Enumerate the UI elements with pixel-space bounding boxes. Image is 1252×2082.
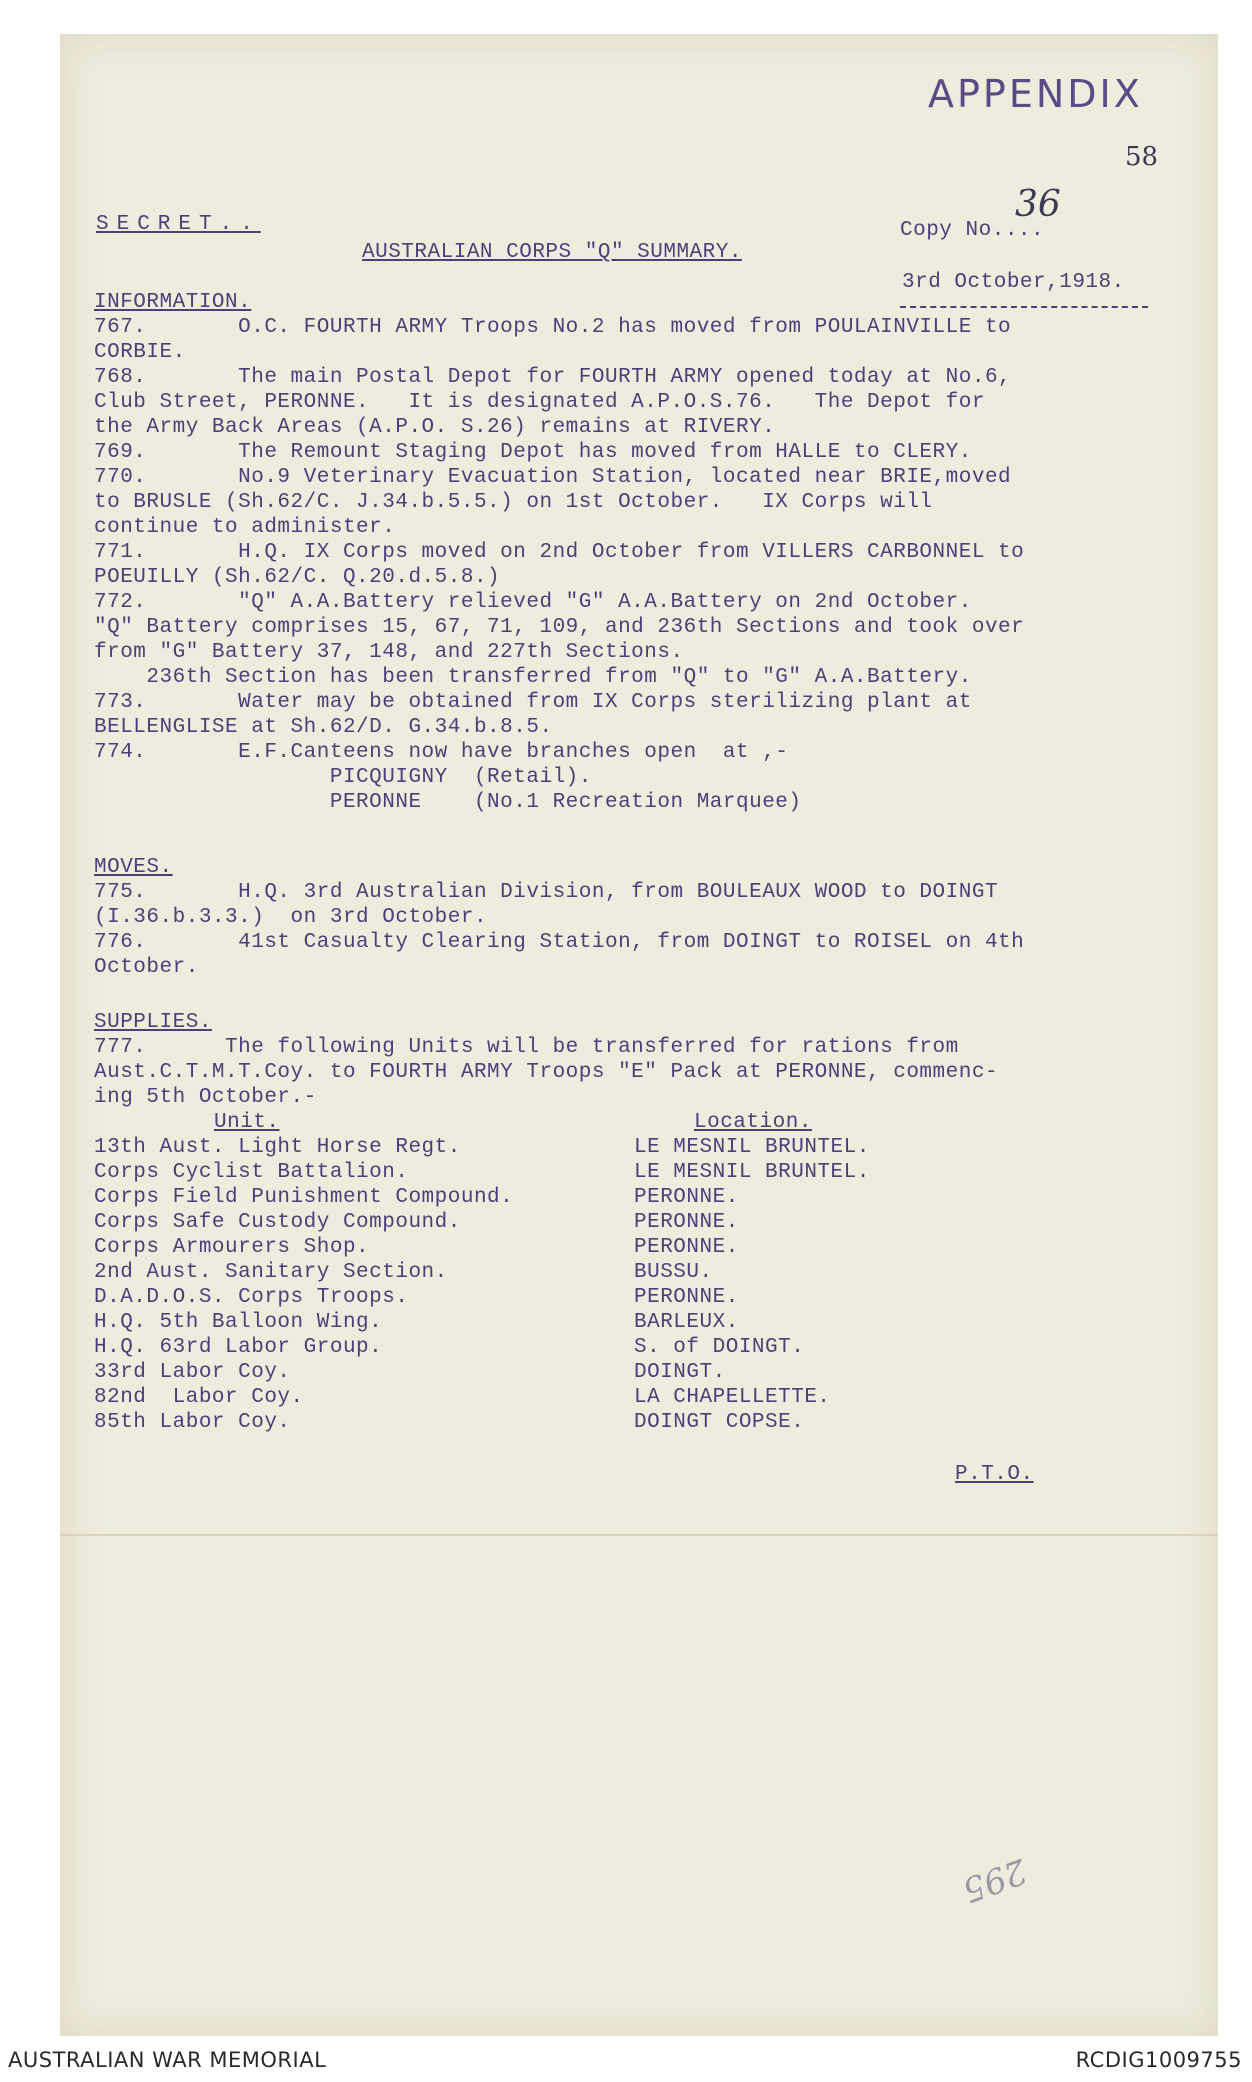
entry-line: 768. The main Postal Depot for FOURTH ARMY opened today at No.6, <box>94 366 1012 389</box>
location-cell: PERONNE. <box>634 1211 739 1234</box>
table-row <box>94 1385 998 1410</box>
moves-entry <box>94 880 1024 930</box>
location-cell: DOINGT. <box>634 1361 726 1384</box>
table-row <box>94 1335 998 1360</box>
location-cell: BUSSU. <box>634 1261 713 1284</box>
location-cell: S. of DOINGT. <box>634 1336 805 1359</box>
information-entries <box>94 315 1024 815</box>
unit-cell: H.Q. 63rd Labor Group. <box>94 1336 383 1359</box>
entry-line: BELLENGLISE at Sh.62/D. G.34.b.8.5. <box>94 716 553 739</box>
moves-heading: MOVES. <box>94 856 173 879</box>
location-cell: PERONNE. <box>634 1236 739 1259</box>
entry-line: 767. O.C. FOURTH ARMY Troops No.2 has moved from POULAINVILLE to <box>94 316 1012 339</box>
table-row <box>94 1310 998 1335</box>
supplies-heading: SUPPLIES. <box>94 1011 212 1034</box>
table-row <box>94 1135 998 1160</box>
unit-cell: 85th Labor Coy. <box>94 1411 291 1434</box>
entry-line: 772. "Q" A.A.Battery relieved "G" A.A.Battery on 2nd October. <box>94 591 972 614</box>
information-entry <box>94 440 1024 465</box>
moves-entries <box>94 880 1024 980</box>
location-cell: PERONNE. <box>634 1186 739 1209</box>
location-cell: LE MESNIL BRUNTEL. <box>634 1161 870 1184</box>
footer-institution: AUSTRALIAN WAR MEMORIAL <box>8 2048 327 2072</box>
location-cell: LA CHAPELLETTE. <box>634 1386 831 1409</box>
entry-line: 776. 41st Casualty Clearing Station, from DOINGT to ROISEL on 4th <box>94 931 1025 954</box>
supplies-table <box>94 1135 998 1435</box>
entry-line: from "G" Battery 37, 148, and 227th Sections. <box>94 641 684 664</box>
location-column-header: Location. <box>694 1111 812 1134</box>
page-number: 58 <box>1125 142 1159 172</box>
moves-section <box>94 855 1024 980</box>
entry-line: "Q" Battery comprises 15, 67, 71, 109, and 236th Sections and took over <box>94 616 1025 639</box>
entry-line: PICQUIGNY (Retail). <box>94 766 592 789</box>
unit-cell: 13th Aust. Light Horse Regt. <box>94 1136 461 1159</box>
unit-cell: Corps Safe Custody Compound. <box>94 1211 461 1234</box>
unit-cell: Corps Cyclist Battalion. <box>94 1161 409 1184</box>
information-entry <box>94 315 1024 365</box>
information-entry <box>94 740 1024 815</box>
entry-line: CORBIE. <box>94 341 186 364</box>
location-cell: PERONNE. <box>634 1286 739 1309</box>
entry-line: Club Street, PERONNE. It is designated A.P.O.S.76. The Depot for <box>94 391 985 414</box>
secret-label: SECRET.. <box>96 213 261 236</box>
entry-line: continue to administer. <box>94 516 396 539</box>
supplies-intro-line: Aust.C.T.M.T.Coy. to FOURTH ARMY Troops "E" Pack at PERONNE, commenc- <box>94 1061 999 1084</box>
information-section <box>94 290 1024 815</box>
document-title: AUSTRALIAN CORPS "Q" SUMMARY. <box>362 241 742 264</box>
entry-line: 773. Water may be obtained from IX Corps sterilizing plant at <box>94 691 972 714</box>
information-heading: INFORMATION. <box>94 291 252 314</box>
entry-line: 236th Section has been transferred from "Q" to "G" A.A.Battery. <box>94 666 972 689</box>
entry-line: the Army Back Areas (A.P.O. S.26) remains at RIVERY. <box>94 416 776 439</box>
unit-cell: 33rd Labor Coy. <box>94 1361 291 1384</box>
entry-line: PERONNE (No.1 Recreation Marquee) <box>94 791 802 814</box>
entry-line: 771. H.Q. IX Corps moved on 2nd October from VILLERS CARBONNEL to <box>94 541 1025 564</box>
location-cell: LE MESNIL BRUNTEL. <box>634 1136 870 1159</box>
information-entry <box>94 690 1024 740</box>
table-row <box>94 1235 998 1260</box>
document-date: 3rd October,1918. <box>902 271 1125 294</box>
entry-line: 774. E.F.Canteens now have branches open at ,- <box>94 741 789 764</box>
unit-cell: Corps Field Punishment Compound. <box>94 1186 514 1209</box>
unit-cell: D.A.D.O.S. Corps Troops. <box>94 1286 409 1309</box>
information-entry <box>94 540 1024 590</box>
information-entry <box>94 365 1024 440</box>
unit-cell: H.Q. 5th Balloon Wing. <box>94 1311 383 1334</box>
table-row <box>94 1360 998 1385</box>
information-entry <box>94 465 1024 540</box>
table-row <box>94 1410 998 1435</box>
unit-cell: Corps Armourers Shop. <box>94 1236 370 1259</box>
entry-line: (I.36.b.3.3.) on 3rd October. <box>94 906 488 929</box>
supplies-intro-line: ing 5th October.- <box>94 1086 317 1109</box>
copy-no-label: Copy No.... <box>900 219 1045 242</box>
entry-line: 769. The Remount Staging Depot has moved from HALLE to CLERY. <box>94 441 972 464</box>
unit-cell: 82nd Labor Coy. <box>94 1386 304 1409</box>
location-cell: DOINGT COPSE. <box>634 1411 805 1434</box>
supplies-intro-line: 777. The following Units will be transferred for rations from <box>94 1036 959 1059</box>
entry-line: POEUILLY (Sh.62/C. Q.20.d.5.8.) <box>94 566 501 589</box>
handwritten-folio-number: 295 <box>957 1850 1032 1910</box>
entry-line: 775. H.Q. 3rd Australian Division, from BOULEAUX WOOD to DOINGT <box>94 881 999 904</box>
footer-record-id: RCDIG1009755 <box>1075 2048 1242 2072</box>
entry-line: October. <box>94 956 199 979</box>
moves-entry <box>94 930 1024 980</box>
entry-line: to BRUSLE (Sh.62/C. J.34.b.5.5.) on 1st October. IX Corps will <box>94 491 933 514</box>
copy-number-handwritten: 36 <box>1015 184 1061 225</box>
table-row <box>94 1210 998 1235</box>
unit-column-header: Unit. <box>214 1111 280 1134</box>
table-row <box>94 1185 998 1210</box>
appendix-stamp: APPENDIX <box>928 72 1143 116</box>
table-row <box>94 1160 998 1185</box>
information-entry <box>94 590 1024 690</box>
table-row <box>94 1285 998 1310</box>
supplies-intro <box>94 1035 998 1110</box>
unit-cell: 2nd Aust. Sanitary Section. <box>94 1261 448 1284</box>
entry-line: 770. No.9 Veterinary Evacuation Station, located near BRIE,moved <box>94 466 1012 489</box>
table-row <box>94 1260 998 1285</box>
supplies-table-header <box>94 1110 998 1135</box>
location-cell: BARLEUX. <box>634 1311 739 1334</box>
please-turn-over: P.T.O. <box>955 1463 1034 1486</box>
supplies-section <box>94 1010 998 1435</box>
